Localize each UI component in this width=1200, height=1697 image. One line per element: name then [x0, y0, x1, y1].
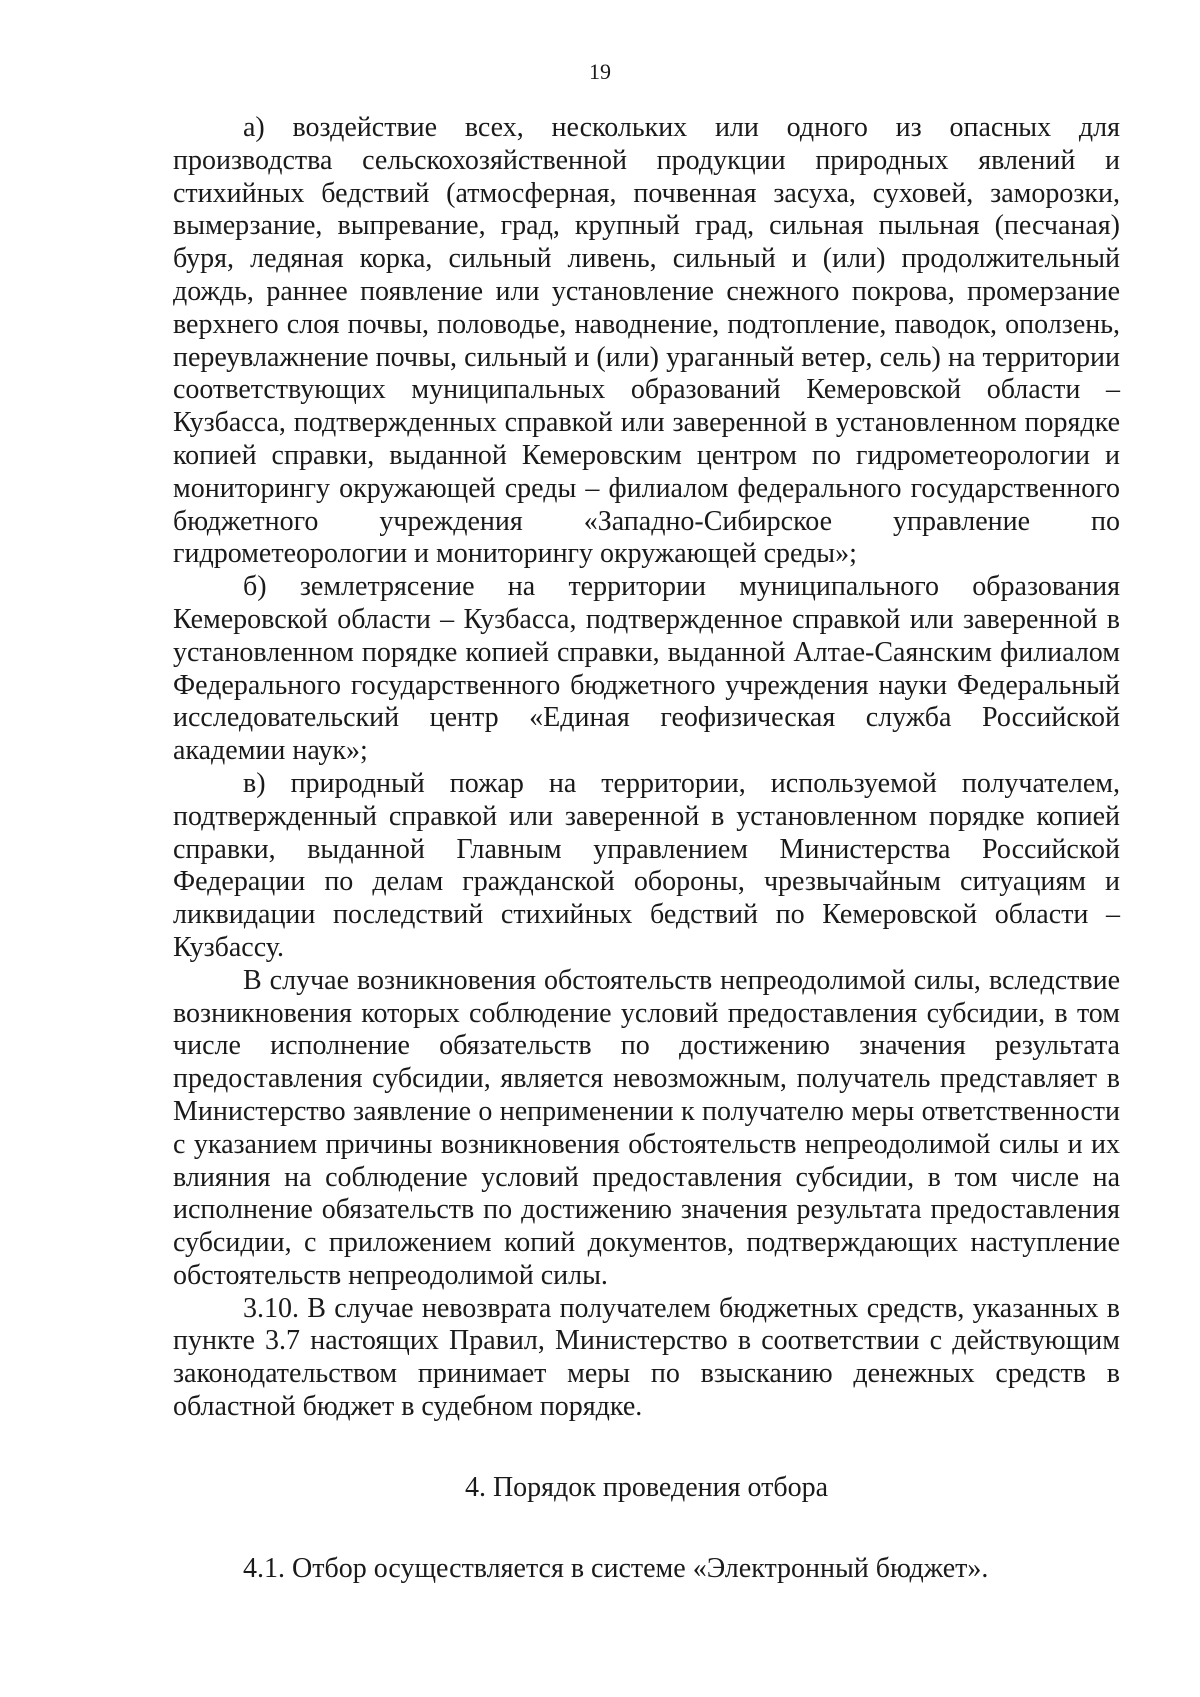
paragraph-3-10: 3.10. В случае невозврата получателем бюджетных средств, указанных в пункте 3.7 настоящих Правил, Министерство в соответствии с действующим законодательством принимает меры по взысканию денежных средств в областной бюджет в судебном порядке.	[173, 1292, 1120, 1423]
paragraph-force-majeure: В случае возникновения обстоятельств непреодолимой силы, вследствие возникновения которых соблюдение условий предоставления субсидии, в том числе исполнение обязательств по достижению значения результата предоставления субсидии, является невозможным, получатель представляет в Министерство заявление о неприменении к получателю меры ответственности с указанием причины возникновения обстоятельств непреодолимой силы и их влияния на соблюдение условий предоставления субсидии, в том числе на исполнение обязательств по достижению значения результата предоставления субсидии, с приложением копий документов, подтверждающих наступление обстоятельств непреодолимой силы.	[173, 964, 1120, 1291]
section-heading: 4. Порядок проведения отбора	[464, 1471, 829, 1503]
paragraph-a-natural-phenomena: а) воздействие всех, нескольких или одного из опасных для производства сельскохозяйственной продукции природных явлений и стихийных бедствий (атмосферная, почвенная засуха, суховей, заморозки, вымерзание, выпревание, град, крупный град, сильная пыльная (песчаная) буря, ледяная корка, сильный ливень, сильный и (или) продолжительный дождь, раннее появление или установление снежного покрова, промерзание верхнего слоя почвы, половодье, наводнение, подтопление, паводок, оползень, переувлажнение почвы, сильный и (или) ураганный ветер, сель) на территории соответствующих муниципальных образований Кемеровской области – Кузбасса, подтвержденных справкой или заверенной в установленном порядке копией справки, выданной Кемеровским центром по гидрометеорологии и мониторингу окружающей среды – филиалом федерального государственного бюджетного учреждения «Западно-Сибирское управление по гидрометеорологии и мониторингу окружающей среды»;	[173, 112, 1120, 570]
document-body	[173, 112, 1120, 1585]
paragraph-c-wildfire: в) природный пожар на территории, используемой получателем, подтвержденный справкой или заверенной в установленном порядке копией справки, выданной Главным управлением Министерства Российской Федерации по делам гражданской обороны, чрезвычайным ситуациям и ликвидации последствий стихийных бедствий по Кемеровской области – Кузбассу.	[173, 767, 1120, 963]
page-number: 19	[589, 59, 611, 84]
paragraph-4-1: 4.1. Отбор осуществляется в системе «Электронный бюджет».	[243, 1552, 989, 1584]
paragraph-b-earthquake: б) землетрясение на территории муниципального образования Кемеровской области – Кузбасса, подтвержденное справкой или заверенной в установленном порядке копией справки, выданной Алтае-Саянским филиалом Федерального государственного бюджетного учреждения науки Федеральный исследовательский центр «Единая геофизическая служба Российской академии наук»;	[173, 571, 1120, 767]
